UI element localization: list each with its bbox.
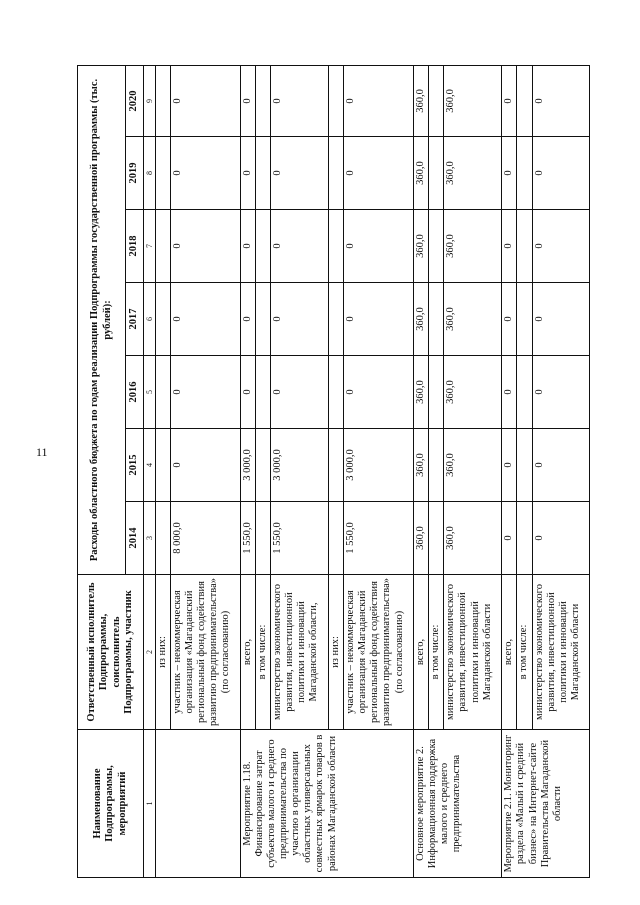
value-cell: 360,0 bbox=[444, 65, 502, 136]
value-cell: 0 bbox=[532, 210, 590, 283]
page-number: 11 bbox=[36, 445, 48, 459]
value-cell bbox=[429, 429, 444, 502]
header-name: Наименование Подпрограммы, мероприятий bbox=[78, 730, 144, 878]
value-cell: 0 bbox=[241, 65, 256, 136]
value-cell bbox=[429, 283, 444, 356]
value-cell: 0 bbox=[502, 65, 517, 136]
value-cell: 360,0 bbox=[444, 429, 502, 502]
value-cell bbox=[517, 502, 532, 575]
value-cell: 0 bbox=[271, 356, 329, 429]
value-cell bbox=[329, 65, 344, 136]
value-cell bbox=[329, 429, 344, 502]
value-cell: 0 bbox=[241, 210, 256, 283]
column-number: 7 bbox=[144, 210, 156, 283]
value-cell bbox=[329, 137, 344, 210]
table-row bbox=[241, 65, 256, 877]
header-year: 2019 bbox=[126, 137, 144, 210]
row-name-cell: Мероприятие 2.1. Мониторинг раздела «Малый и средний бизнес» на Интернет-сайте Правительства Магаданской области bbox=[502, 730, 590, 878]
value-cell: 0 bbox=[241, 283, 256, 356]
value-cell: 0 bbox=[344, 137, 414, 210]
value-cell: 0 bbox=[532, 137, 590, 210]
value-cell bbox=[256, 137, 271, 210]
header-year: 2015 bbox=[126, 429, 144, 502]
value-cell bbox=[156, 210, 171, 283]
value-cell: 0 bbox=[271, 283, 329, 356]
value-cell bbox=[517, 283, 532, 356]
row-executor-cell: в том числе: bbox=[256, 575, 271, 730]
value-cell: 360,0 bbox=[414, 283, 429, 356]
row-executor-cell: министерство экономического развития, инвестиционной политики и инноваций Магаданской области, bbox=[271, 575, 329, 730]
row-executor-cell: участник – некоммерческая организация «Магаданский региональный фонд содействия развитию предпринимательства» (по согласованию) bbox=[344, 575, 414, 730]
value-cell bbox=[517, 137, 532, 210]
value-cell: 0 bbox=[271, 65, 329, 136]
expenses-table bbox=[77, 65, 590, 878]
row-executor-cell: участник – некоммерческая организация «Магаданский региональный фонд содействия развитию предпринимательства» (по согласованию) bbox=[171, 575, 241, 730]
column-number: 1 bbox=[144, 730, 156, 878]
row-executor-cell: всего, bbox=[502, 575, 517, 730]
value-cell: 360,0 bbox=[414, 356, 429, 429]
row-name-cell bbox=[156, 730, 171, 878]
value-cell bbox=[256, 65, 271, 136]
value-cell bbox=[156, 356, 171, 429]
value-cell bbox=[256, 356, 271, 429]
value-cell: 360,0 bbox=[444, 356, 502, 429]
value-cell: 0 bbox=[171, 429, 241, 502]
value-cell: 360,0 bbox=[414, 137, 429, 210]
value-cell: 3 000,0 bbox=[271, 429, 329, 502]
value-cell: 0 bbox=[502, 502, 517, 575]
value-cell bbox=[156, 65, 171, 136]
value-cell: 360,0 bbox=[414, 210, 429, 283]
value-cell: 360,0 bbox=[414, 502, 429, 575]
column-number: 9 bbox=[144, 65, 156, 136]
row-executor-cell: из них: bbox=[156, 575, 171, 730]
value-cell bbox=[517, 356, 532, 429]
value-cell: 360,0 bbox=[414, 429, 429, 502]
value-cell: 0 bbox=[502, 356, 517, 429]
value-cell: 0 bbox=[532, 502, 590, 575]
value-cell bbox=[429, 210, 444, 283]
value-cell: 360,0 bbox=[444, 502, 502, 575]
header-year: 2018 bbox=[126, 210, 144, 283]
value-cell: 3 000,0 bbox=[344, 429, 414, 502]
value-cell: 0 bbox=[344, 65, 414, 136]
column-number: 6 bbox=[144, 283, 156, 356]
value-cell: 0 bbox=[171, 137, 241, 210]
rotated-table-container bbox=[77, 66, 590, 878]
value-cell bbox=[329, 356, 344, 429]
value-cell: 0 bbox=[271, 137, 329, 210]
value-cell bbox=[156, 502, 171, 575]
value-cell: 0 bbox=[241, 137, 256, 210]
value-cell bbox=[517, 429, 532, 502]
value-cell bbox=[329, 502, 344, 575]
row-executor-cell: министерство экономического развития, инвестиционной политики и инноваций Магаданской области bbox=[532, 575, 590, 730]
value-cell: 0 bbox=[502, 210, 517, 283]
row-executor-cell: из них: bbox=[329, 575, 344, 730]
value-cell bbox=[156, 429, 171, 502]
value-cell bbox=[156, 283, 171, 356]
row-executor-cell: всего, bbox=[241, 575, 256, 730]
value-cell bbox=[329, 210, 344, 283]
value-cell: 0 bbox=[171, 283, 241, 356]
row-name-cell: Основное мероприятие 2. Информационная поддержка малого и среднего предпринимательства bbox=[414, 730, 502, 878]
value-cell: 1 550,0 bbox=[344, 502, 414, 575]
value-cell: 0 bbox=[344, 283, 414, 356]
row-name-cell bbox=[171, 730, 241, 878]
header-executor: Ответственный исполнитель Подпрограммы, соисполнитель Подпрограммы, участник bbox=[78, 575, 144, 730]
value-cell: 360,0 bbox=[444, 283, 502, 356]
table-row bbox=[171, 65, 241, 877]
header-year: 2020 bbox=[126, 65, 144, 136]
header-year: 2014 bbox=[126, 502, 144, 575]
value-cell: 0 bbox=[502, 429, 517, 502]
value-cell bbox=[429, 502, 444, 575]
row-name-cell: Мероприятие 1.18. Финансирование затрат субъектов малого и среднего предпринимательства по участию в организации областных универсальных совместных ярмарок товаров в районах Магаданской области bbox=[241, 730, 414, 878]
value-cell: 0 bbox=[344, 210, 414, 283]
row-executor-cell: министерство экономического развития, инвестиционной политики и инноваций Магаданской области bbox=[444, 575, 502, 730]
value-cell bbox=[329, 283, 344, 356]
column-number: 5 bbox=[144, 356, 156, 429]
row-executor-cell: в том числе: bbox=[517, 575, 532, 730]
value-cell bbox=[256, 429, 271, 502]
value-cell bbox=[256, 210, 271, 283]
table-row bbox=[414, 65, 429, 877]
value-cell: 0 bbox=[502, 137, 517, 210]
value-cell: 0 bbox=[532, 283, 590, 356]
value-cell bbox=[256, 502, 271, 575]
header-year: 2017 bbox=[126, 283, 144, 356]
value-cell: 0 bbox=[532, 429, 590, 502]
value-cell bbox=[429, 356, 444, 429]
value-cell: 0 bbox=[502, 283, 517, 356]
header-year: 2016 bbox=[126, 356, 144, 429]
table-row bbox=[502, 65, 517, 877]
value-cell bbox=[256, 283, 271, 356]
value-cell: 0 bbox=[344, 356, 414, 429]
value-cell bbox=[517, 65, 532, 136]
value-cell: 8 000,0 bbox=[171, 502, 241, 575]
row-executor-cell: всего, bbox=[414, 575, 429, 730]
column-number: 4 bbox=[144, 429, 156, 502]
value-cell: 0 bbox=[171, 210, 241, 283]
value-cell: 3 000,0 bbox=[241, 429, 256, 502]
value-cell: 0 bbox=[271, 210, 329, 283]
row-executor-cell: в том числе: bbox=[429, 575, 444, 730]
table-row bbox=[156, 65, 171, 877]
value-cell: 0 bbox=[241, 356, 256, 429]
value-cell: 0 bbox=[532, 356, 590, 429]
header-expenses: Расходы областного бюджета по годам реализации Подпрограммы государственной программы (тыс. рублей): bbox=[78, 65, 126, 574]
column-number: 3 bbox=[144, 502, 156, 575]
column-number: 2 bbox=[144, 575, 156, 730]
value-cell: 360,0 bbox=[444, 210, 502, 283]
value-cell: 0 bbox=[171, 65, 241, 136]
value-cell: 0 bbox=[171, 356, 241, 429]
value-cell: 0 bbox=[532, 65, 590, 136]
value-cell bbox=[156, 137, 171, 210]
value-cell: 360,0 bbox=[444, 137, 502, 210]
value-cell: 1 550,0 bbox=[271, 502, 329, 575]
value-cell bbox=[429, 65, 444, 136]
column-number: 8 bbox=[144, 137, 156, 210]
value-cell: 360,0 bbox=[414, 65, 429, 136]
value-cell bbox=[429, 137, 444, 210]
value-cell: 1 550,0 bbox=[241, 502, 256, 575]
value-cell bbox=[517, 210, 532, 283]
